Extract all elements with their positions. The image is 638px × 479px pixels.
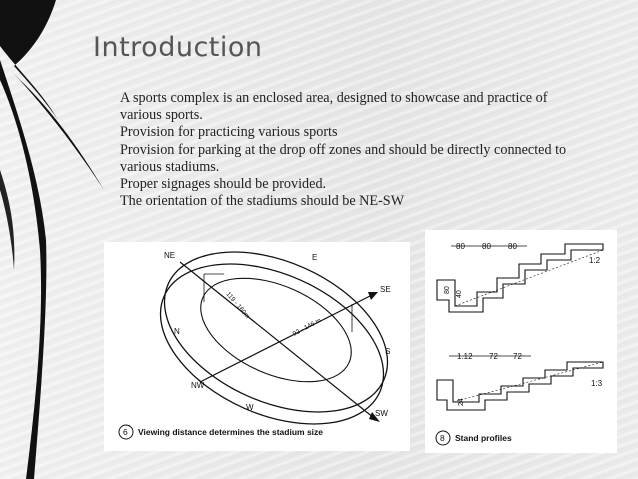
- bullet-1: A sports complex is an enclosed area, designed to showcase and practice of various sports.: [120, 90, 548, 124]
- bottom-dim-2: 72: [489, 352, 498, 361]
- compass-n: N: [174, 327, 180, 336]
- figure-stadium-size: [104, 242, 410, 451]
- stadium-base-ellipse: [136, 242, 409, 451]
- figure8-caption: Stand profiles: [455, 433, 512, 443]
- bullet-3: Provision for parking at the drop off zones and should be directly connected to various stadiums.: [120, 141, 567, 175]
- compass-nw: NW: [191, 381, 205, 390]
- page-title: Introduction: [93, 32, 263, 63]
- compass-s: S: [385, 347, 391, 356]
- top-height-1: 80: [444, 286, 451, 294]
- figure-stand-profiles: [425, 230, 617, 453]
- compass-e: E: [312, 253, 318, 262]
- stand-profile-top: [437, 244, 603, 312]
- figure6-caption: Viewing distance determines the stadium size: [138, 427, 324, 437]
- axis-ne-sw: [180, 262, 374, 418]
- figure8-number: 8: [440, 433, 445, 443]
- bullet-2: Provision for practicing various sports: [120, 124, 338, 141]
- top-dim-1: 80: [456, 242, 465, 251]
- body-text: [120, 90, 590, 210]
- bullet-5: The orientation of the stadiums should be NE-SW: [120, 193, 405, 210]
- top-ratio: 1:2: [589, 256, 601, 265]
- compass-ne: NE: [164, 251, 176, 260]
- top-height-2: 40: [456, 290, 463, 298]
- top-dim-2: 80: [482, 242, 491, 251]
- bottom-dim-3: 72: [513, 352, 522, 361]
- compass-w: W: [246, 403, 254, 412]
- figure6-number: 6: [123, 427, 128, 437]
- bottom-ratio: 1:3: [591, 379, 603, 388]
- top-dim-3: 80: [508, 242, 517, 251]
- dimension-short: 92 - 146 m: [291, 316, 323, 338]
- dimension-long: 119 - 160m: [224, 290, 251, 321]
- bottom-height-1: 24: [458, 398, 465, 406]
- bottom-dim-1: 1.12: [457, 352, 473, 361]
- compass-se: SE: [380, 285, 391, 294]
- bullet-4: Proper signages should be provided.: [120, 176, 327, 193]
- compass-sw: SW: [375, 409, 388, 418]
- stadium-inner-ellipse: [185, 257, 367, 402]
